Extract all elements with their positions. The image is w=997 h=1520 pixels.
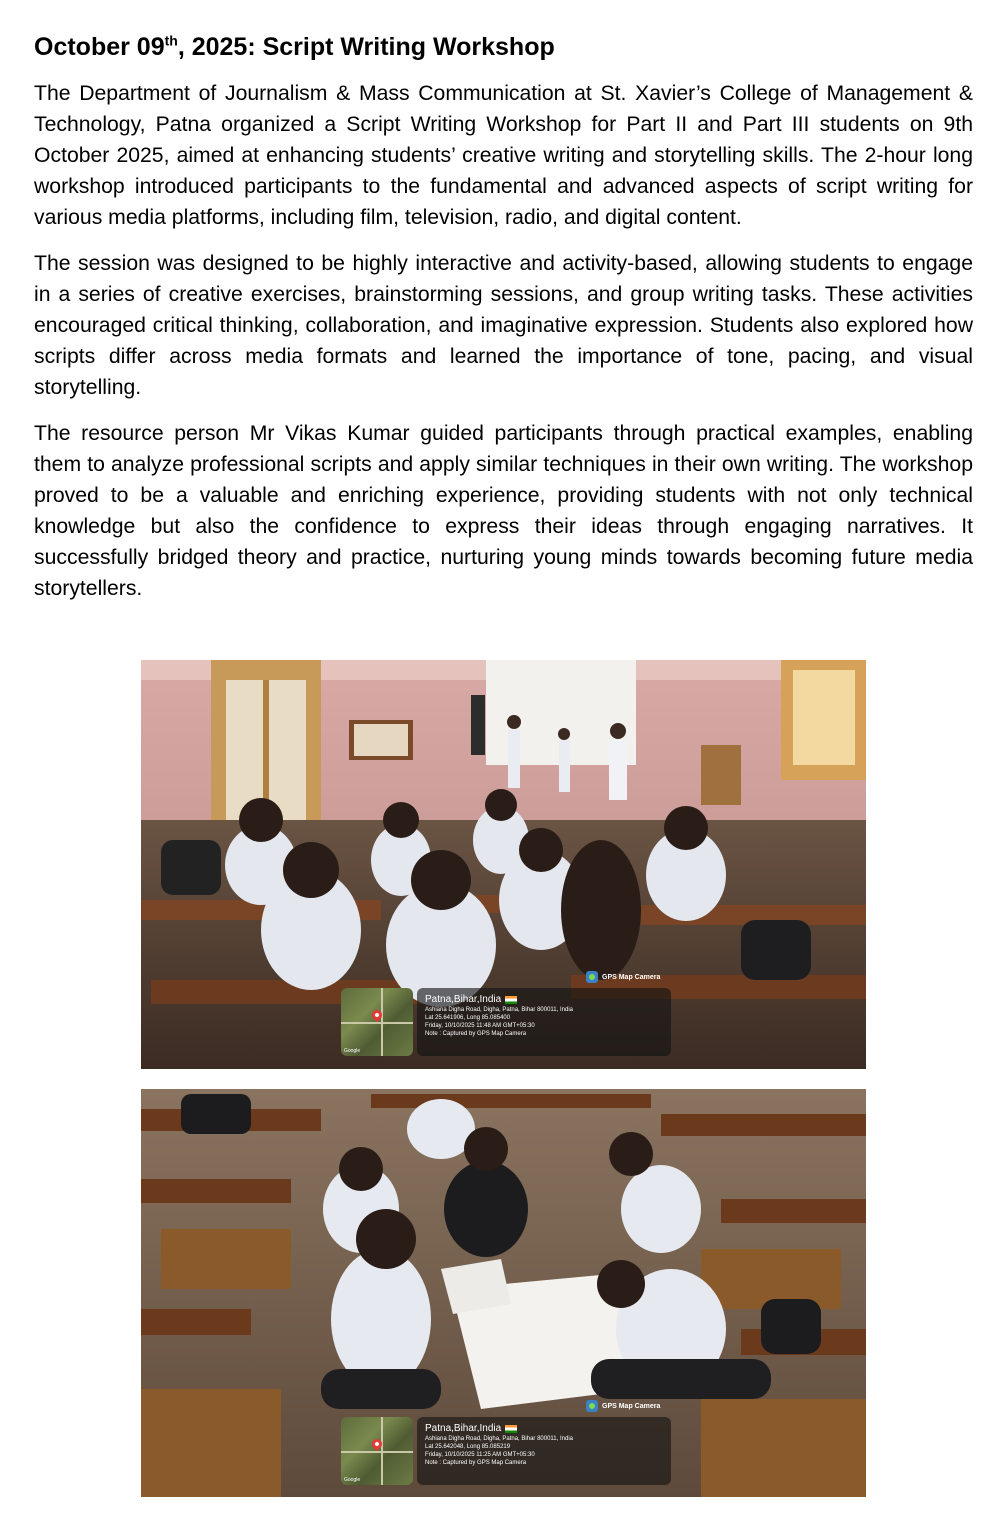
geotag-coordinates: Lat 25.641906, Long 85.085400 xyxy=(425,1015,511,1021)
workshop-photo-group-activity xyxy=(141,1089,866,1497)
geotag-overlay xyxy=(341,1417,671,1485)
geotag-datetime: Friday, 10/10/2025 11:48 AM GMT+05:30 xyxy=(425,1023,535,1029)
geotag-address: Ashiana Digha Road, Digha, Patna, Bihar 800011, India xyxy=(425,1007,573,1013)
geotag-info-panel xyxy=(417,1417,671,1485)
geotag-note: Note : Captured by GPS Map Camera xyxy=(425,1031,527,1037)
watermark-label: GPS Map Camera xyxy=(602,973,661,981)
geotag-map-thumbnail xyxy=(341,988,413,1056)
paragraph-2: The session was designed to be highly interactive and activity-based, allowing students to engage in a series of creative exercises, brainstorming sessions, and group writing tasks. These activities encouraged critical thinking, collaboration, and imaginative expression. Students also explored how scripts differ across media formats and learned the importance of tone, pacing, and visual storytelling. xyxy=(34,252,973,399)
map-attribution: Google xyxy=(344,1477,361,1483)
title-date: October 09 xyxy=(34,33,165,61)
geotag-address: Ashiana Digha Road, Digha, Patna, Bihar 800011, India xyxy=(425,1436,573,1442)
geotag-city: Patna,Bihar,India xyxy=(425,1422,663,1435)
page-title xyxy=(34,30,973,64)
document-page xyxy=(34,30,973,619)
geotag-overlay xyxy=(341,988,671,1056)
geotag-info-panel xyxy=(417,988,671,1056)
paragraph-1: The Department of Journalism & Mass Communication at St. Xavier’s College of Management & Technology, Patna organized a Script Writing Workshop for Part II and Part III students on 9th October 2025, aimed at enhancing students’ creative writing and storytelling skills. The 2-hour long workshop introduced participants to the fundamental and advanced aspects of script writing for various media platforms, including film, television, radio, and digital content. xyxy=(34,82,973,229)
geotag-map-thumbnail xyxy=(341,1417,413,1485)
gps-camera-logo-icon xyxy=(586,971,598,983)
title-text: , 2025: Script Writing Workshop xyxy=(177,33,555,61)
geotag-coordinates: Lat 25.642048, Long 85.085219 xyxy=(425,1444,511,1450)
paragraph-3: The resource person Mr Vikas Kumar guided participants through practical examples, enabling them to analyze professional scripts and apply similar techniques in their own writing. The workshop proved to be a valuable and enriching experience, providing students with not only technical knowledge but also the confidence to express their ideas through engaging narratives. It successfully bridged theory and practice, nurturing young minds towards becoming future media storytellers. xyxy=(34,422,973,600)
india-flag-icon xyxy=(505,1425,517,1433)
geotag-datetime: Friday, 10/10/2025 11:25 AM GMT+05:30 xyxy=(425,1452,535,1458)
watermark-label: GPS Map Camera xyxy=(602,1402,661,1410)
map-attribution: Google xyxy=(344,1048,361,1054)
india-flag-icon xyxy=(505,996,517,1004)
geotag-note: Note : Captured by GPS Map Camera xyxy=(425,1460,527,1466)
geotag-city: Patna,Bihar,India xyxy=(425,993,663,1006)
workshop-photo-classroom xyxy=(141,660,866,1069)
gps-camera-logo-icon xyxy=(586,1400,598,1412)
gps-camera-watermark xyxy=(586,1400,660,1412)
title-ordinal: th xyxy=(164,32,178,49)
gps-camera-watermark xyxy=(586,971,660,983)
